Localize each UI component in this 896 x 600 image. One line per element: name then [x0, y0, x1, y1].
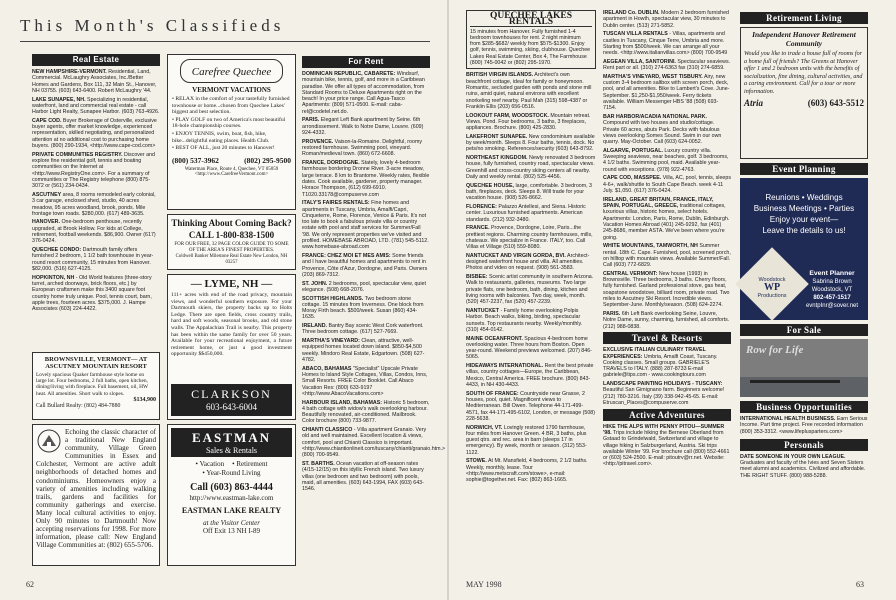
- listing-heading: IRELAND Co. DUBLIN.: [603, 10, 660, 16]
- classified-listing: [466, 308, 596, 333]
- for-rent-column: [302, 54, 446, 568]
- clarkson-phone: 603-643-6004: [206, 402, 257, 412]
- bullet-icon: •: [202, 469, 207, 477]
- classified-listing: [603, 311, 731, 330]
- eastman-phone: Call (603) 863-4444: [190, 482, 273, 493]
- listing-heading: ST. BARTHS.: [302, 461, 335, 467]
- carefree-address: Waterman Place, Route 4, Quechee, VT 05059: [184, 166, 279, 172]
- listing-heading: PARIS.: [302, 117, 320, 124]
- atria-logo: Atria: [744, 97, 764, 108]
- classified-listing: [466, 72, 596, 110]
- classified-listing: [603, 175, 731, 194]
- classified-listing: [466, 253, 596, 272]
- brownsville-body: Lovely spacious Quaker farmhouse style home on large lot. Four bedrooms, 2 full baths, open kitchen, dining/living with fireplace. Full basement, oil, HW heat. All amenities. Short walk to slopes.: [36, 372, 149, 397]
- clarkson-banner: [171, 384, 292, 416]
- classified-listing: [32, 247, 160, 272]
- classified-listing: [302, 366, 430, 397]
- listing-text: Windsurf, mountain bike, tennis, golf, and more in a Caribbean paradise. We offer all types of accommodation, from Standard Rooms to Deluxe Apartments right on the beach! In your price range. Call Agua-Tasco Apartments: (809) 571-0500. E-mail: caba-rel@codetel.net.do.: [302, 71, 425, 115]
- listing-text: Clean, attractive, well-equipped homes located down island. $850-$4,500 weekly. Mindoro Real Estate, Edgartown. (508) 627-4782.: [302, 338, 425, 363]
- listing-text: Luxury country villa. Sweeping seaviews, near beaches, golf. 3 bedrooms, 4 1/2 baths. Swimming pool, maid. Available year-round with exceptions. (978) 922-4763.: [603, 147, 729, 173]
- section-active-adventures: Active Adventures: [603, 409, 731, 421]
- listing-heading: FRANCE, DORDOGNE.: [302, 160, 360, 167]
- bullet-icon: •: [172, 130, 176, 137]
- listing-heading: ASCUTNEY: [32, 191, 62, 198]
- brownsville-title: BROWNSVILLE, VERMONT— AT ASCUTNEY MOUNTAIN RESORT: [44, 356, 148, 370]
- real-estate-list: [32, 69, 160, 312]
- village-logo-icon: [36, 428, 62, 458]
- listing-text: Mountain retreat. Views. Pond. Four bedrooms, 3 baths, 3 fireplaces, appliances. Brochure. (800) 425-2830.: [466, 112, 591, 132]
- listing-text: One-bedroom penthouse, recently upgraded, at Brook Hollow. For kids at College, retirement, football weekends. $86,900. Owner (617) 376-0424.: [32, 219, 156, 245]
- listing-heading: IRELAND.: [302, 323, 328, 330]
- event-line: Business Meetings • Parties: [753, 204, 855, 213]
- carefree-logo: [180, 59, 283, 83]
- eastman-ad: [167, 424, 296, 566]
- section-personals: Personals: [740, 439, 868, 451]
- listing-text: Trips include hiking the Bernese Oberland from Gstaad to Grindelwald, Switzerland and village to village hiking in Salzburgerland, Austria. Ski trips available Winter '99. For brochure call (800) 552-4661 or (603) 524-2500. E-mail: pitoutrv@rr.net. Website: <http://pitravel.com>.: [603, 430, 730, 468]
- listing-heading: PRIVATE COMMUNITIES REGISTRY.: [32, 151, 123, 158]
- classified-listing: [466, 204, 596, 223]
- listing-text: Dartmouth family offers furnished 2 bedroom, 1 1/2 bath townhouse in year-round resort community, 15 minutes from Hanover. $82,000. (516) 627-4125.: [32, 247, 154, 272]
- classified-listing: [466, 458, 596, 483]
- classified-listing: [32, 219, 160, 244]
- thinking-title: Thinking About Coming Back?: [171, 218, 292, 228]
- listing-heading: ST. JOHN.: [302, 280, 328, 287]
- section-retirement-living: Retirement Living: [740, 12, 868, 24]
- classified-listing: [603, 271, 731, 309]
- listing-text: Elegant Left Bank apartment by Seine. 6th arrondissement. Walk to Notre Dame, Louvre. (609) 924-4332.: [302, 117, 424, 137]
- classified-listing: [603, 114, 731, 145]
- clarkson-name: CLARKSON: [191, 387, 272, 401]
- classified-listing: [466, 363, 596, 388]
- listing-text: Bantry Bay scenic West Cork waterfront. Three bedroom cottage. (617) 527-7669.: [302, 323, 424, 336]
- carefree-bullet: [172, 131, 291, 144]
- carefree-bullet-text: BEST OF ALL, just 20 minutes to Hanover!: [175, 145, 275, 152]
- listing-heading: ITALY'S FAIRES RENTALS:: [302, 200, 370, 207]
- thinking-body: FOR OUR FREE, 32 PAGE COLOR GUIDE TO SOME OF THE AREA'S FINEST PROPERTIES.: [174, 242, 289, 253]
- eastman-loc-1: at the Visitor Center: [203, 519, 260, 527]
- retirement-phone: (603) 643-5512: [807, 97, 864, 108]
- listing-heading: ABACO, BAHAMAS: [302, 365, 352, 372]
- classified-listing: [603, 59, 731, 72]
- thinking-phone: CALL 1-800-838-1500: [188, 230, 275, 240]
- listing-text: Earn Serious Income. Part time project. Free recorded information (800) 353-3312. <www.lifeplusparters.com>: [740, 416, 868, 435]
- classified-listing: [302, 400, 430, 425]
- right-list-1: [466, 72, 596, 483]
- listing-text: - Villa apartment Granaio. Very old and well maintained. Excellent location & views, comfort, pool and Chianti Classico is important. <http://www.chiantionlineit.com/tuscany/chianti/granaio.htm.> (800) 700-9549.: [302, 427, 446, 459]
- listing-text: - Villas, apartments and castles in Tuscany, Cinque Terre, Umbria and more. Starting from $500/week. We can arrange all your needs. <http://www.italianvillas.com> (800) 700-9549: [603, 31, 728, 57]
- classified-listing: [32, 97, 160, 116]
- listing-heading: DOMINICAN REPUBLIC, CABARETE:: [302, 71, 396, 77]
- classified-listing: [302, 323, 430, 336]
- brownsville-contact: Call Bullard Realty: (802) 484-7880: [36, 402, 121, 409]
- listing-heading: MAINE OCEANFRONT.: [466, 335, 523, 342]
- classified-listing: [740, 416, 868, 435]
- eastman-banner: [171, 428, 292, 457]
- listing-heading: QUECHEE CONDO:: [32, 247, 82, 254]
- event-planner-label: Event Planner: [809, 270, 855, 277]
- listing-text: Historic 5 bedroom, 4 bath cottage with widow's walk overlooking harbour. Beautifully renovated, air-conditioned. Mailbrook. Color brochure (800) 733-9877.: [302, 399, 430, 425]
- brownsville-price: $134,900: [133, 396, 156, 403]
- listing-text: Architect-designed waterfront house and villa. All amenities. Photos and video on request. (908) 561-3583.: [466, 252, 590, 272]
- section-business-opportunities: Business Opportunities: [740, 401, 868, 413]
- eastman-items: [171, 460, 292, 478]
- carefree-web[interactable]: <http://www.CarefreeVermont.com>: [194, 171, 269, 177]
- carefree-bullets: [172, 96, 291, 152]
- listing-heading: AEGEAN VILLA, SANTORINI.: [603, 58, 676, 65]
- photo-caption: Row for Life: [746, 344, 804, 356]
- section-travel-resorts: Travel & Resorts: [603, 332, 731, 344]
- classified-listing: [302, 281, 430, 294]
- listing-text: New condominium available by week/month. Sleeps 8. Four baths, tennis, dock. No pets/no smoking. References/security (603) 643-8792.: [466, 133, 595, 153]
- eastman-web[interactable]: http://www.eastman-lake.com: [189, 494, 274, 502]
- eastman-item-text: Vacation: [199, 460, 225, 468]
- listing-heading: LOOKOUT FARM, WOODSTOCK.: [466, 112, 549, 119]
- bullet-icon: •: [172, 116, 176, 123]
- listing-heading: STOWE.: [466, 458, 487, 465]
- event-planner-name: Sabrina Brown: [812, 279, 852, 285]
- listing-text: Two bedroom stone cottage. 15 minutes from Inverness. One block from Moray Firth beach. $500/week. Susan (860) 434-1635.: [302, 295, 424, 321]
- listing-heading: NANTUCKET AND VIRGIN GORDA, BVI.: [466, 252, 566, 259]
- classified-listing: [302, 139, 430, 158]
- village-green-body: Echoing the classic character of a traditional New England community, Village Green Communities in Essex and Colchester, Vermont are active adult neighborhoods of detached homes and condominiums. Homeowners enjoy a variety of amenities including walking trails, gardens and facilities for community gatherings and exercise. Many local cultural activities to enjoy. Only 90 minutes to Dartmouth! Now accepting reservations for 1998. For more information, please call: New England Village Communities at: (802) 655-5706.: [36, 428, 156, 550]
- personals-list: [740, 454, 868, 479]
- carefree-phones: [172, 156, 291, 165]
- classified-listing: [32, 152, 160, 190]
- classified-listing: [32, 69, 160, 94]
- classified-listing: [302, 200, 430, 250]
- listing-text: Newly renovated 3 bedroom house, fully furnished, country road, spectacular views. Greenhill and cross-country skiing centers all nearby. Daily and weekly rental. (802) 525-4456.: [466, 155, 596, 180]
- listing-text: Spacious 4-bedroom home overlooking water. Three hours from Boston. Open year-round. Weekend previews welcomed. (207) 846-5065.: [466, 335, 592, 361]
- listing-heading: WHITE MOUNTAINS, TAMWORTH, NH: [603, 243, 698, 250]
- brownsville-ad: [32, 352, 160, 420]
- section-for-sale: For Sale: [740, 324, 868, 336]
- listing-text: Modern 2 bedroom furnished apartment in Howth, spectacular view, 30 minutes to Dublin center. (513) 271-5852.: [603, 10, 729, 29]
- classified-listing: [32, 118, 160, 149]
- header-rule: [20, 41, 430, 42]
- classified-listing: [603, 197, 731, 241]
- classified-listing: [302, 117, 430, 136]
- bullet-icon: •: [195, 460, 200, 468]
- retirement-ad: [740, 27, 868, 159]
- listing-text: At Mt. Mansfield, 4 bedrooms, 2 1/2 baths. Weekly, monthly, lease. Tour <http://www.metscraft.com/stowe>, e-mail: sophie@together.net. Fax: (802) 863-1665.: [466, 458, 588, 484]
- logo-bottom: Productions: [757, 293, 787, 299]
- listing-heading: FLORENCE:: [466, 203, 497, 210]
- eastman-item-text: Year-Round Living: [206, 469, 261, 477]
- listing-heading: LAKEFRONT SUNAPEE.: [466, 133, 528, 140]
- carefree-phone-2: (802) 295-9500: [244, 155, 291, 165]
- listing-text: "Specialist" Upscale Private Homes to Island Style Cottages, Villas, Condos, Inns, Small Resorts. FREE Color Booklet. Call Abaco Vacation Res: (800) 633-9197 <http://www.AbacoVacations.com>: [302, 365, 428, 397]
- classified-listing: [32, 275, 160, 313]
- listing-heading: BISBEE:: [466, 274, 488, 281]
- listing-heading: HIDEAWAYS INTERNATIONAL.: [466, 363, 544, 370]
- quechee-rentals-box: [466, 10, 596, 69]
- right-column-2: [603, 10, 731, 570]
- listing-heading: NORTHEAST KINGDOM.: [466, 155, 528, 162]
- bullet-icon: •: [172, 145, 176, 152]
- classified-listing: [302, 71, 430, 115]
- classified-listing: [466, 225, 596, 250]
- carefree-bullet-text: PLAY GOLF on two of America's most beautiful 18-hole championship courses.: [172, 116, 286, 130]
- section-real-estate: Real Estate: [32, 54, 160, 66]
- eastman-sub: Sales & Rentals: [205, 446, 258, 455]
- page-number-right: 63: [856, 580, 864, 589]
- classified-listing: [603, 347, 731, 378]
- listing-heading: CAPE COD.: [32, 117, 62, 124]
- listing-heading: NEW HAMPSHIRE-VERMONT.: [32, 69, 107, 75]
- listing-text: Airy, new custom 3-4 bedroom saltbox with screen porch, deck, pool, and all amenities. Bike to Lambert's Cove. June-September. $1,250-$1,950/week. Ferry tickets available. William Messenger HBS '88 (508) 693-7154.: [603, 73, 730, 112]
- listing-text: Lovingly restored 1790 farmhouse, four miles from Hanover Green. 4 BR, 3 baths, plus guest qtrs. and rec. area in barn (sleeps 17 in emergency). By week, month or season. (312) 553-1122.: [466, 424, 587, 456]
- listing-heading: IRELAND, GREAT BRITAIN, FRANCE, ITALY, SPAIN, PORTUGAL, GREECE,: [603, 196, 714, 210]
- classified-listing: [302, 296, 430, 321]
- coldwell-banker-ad: [167, 214, 296, 270]
- listing-text: traditional cottages, luxurious villas, historic homes, select hotels. Apartments: London, Paris, Rome, Dublin, Edinburgh. Vacation Homes Abroad (401) 245-9292, fax (401) 245-8686, member ASTA. We've been where you're going.: [603, 203, 730, 241]
- classified-listing: [603, 10, 731, 29]
- retirement-footer: [744, 97, 864, 108]
- page-title: This Month's Classifieds: [20, 16, 285, 35]
- quechee-title: QUECHEE LAKES RENTALS: [470, 13, 592, 27]
- listing-text: - Family home overlooking Polpis Harbor. Beach walks, biking, birding, spectacular sunsets. Top restaurants nearby. Weekly/monthly. (310) 454-0142.: [466, 307, 583, 333]
- page-number-left: 62: [26, 580, 34, 589]
- event-planner-email[interactable]: evntpInr@sover.net: [805, 303, 859, 309]
- classified-listing: [302, 461, 430, 492]
- listing-text: 6th Left Bank overlooking Seine, Louvre, Notre Dame, sunny, charming, furnished, all comforts. (212) 988-0838.: [603, 310, 730, 330]
- eastman-loc-2: Off Exit 13 NH I-89: [202, 527, 261, 535]
- listing-text: New house (1993) in Brownsville. Three bedrooms, 3 baths. Cherry floors, fully furnished. Garland professional stove, gas heat, soapstone woodstove, billiard room, private road. Two miles to Ascutney Ski Resort. Incredible views. September-June. Monthly/season. (508) 624-2274.: [603, 270, 730, 309]
- listing-text: Graduates and faculty of the Ivies and Seven Sisters meet alumni and academics. Civilized and affordable. THE RIGHT STUFF. (800) 988-5288.: [740, 460, 866, 479]
- listing-text: Summer rental. 18th C. Cape. Furnished, pool, screened porch, on hilltop with mountain views. Available Summer/Fall. Call (603) 772-6829.: [603, 243, 731, 269]
- travel-list: [603, 347, 731, 406]
- listing-text: Stately, lovely 4-bedroom farmhouse bordering Dronne River. 3-acre meadow, large terrace. 8 km to Brantome. Weekly rates, flexible dates. Cook available, gardener, property manager. Horace Thompson, (612) 699-6910. T1020.33178@compuserve.com: [302, 160, 430, 198]
- right-list-2: [603, 10, 731, 330]
- event-planning-ad: [740, 178, 868, 320]
- classified-listing: [603, 243, 731, 268]
- listing-heading: DATE SOMEONE IN YOUR OWN LEAGUE.: [740, 453, 846, 460]
- listing-heading: LANDSCAPE PAINTING HOLIDAYS - TUSCANY:: [603, 381, 723, 388]
- listing-heading: TUSCAN VILLA RENTALS: [603, 31, 668, 38]
- listing-heading: CENTRAL VERMONT:: [603, 270, 658, 277]
- classified-listing: [466, 274, 596, 305]
- listing-text: Villa, AC, pool, tennis, sleeps 4-6+, walk/shuttle to South Cape Beach. week 4-11 July. $1,050. (617) 376-0424.: [603, 175, 731, 195]
- eastman-item-text: Retirement: [236, 460, 268, 468]
- listing-heading: FRANCE.: [466, 225, 490, 232]
- classified-listing: [603, 74, 731, 112]
- classified-listing: [603, 381, 731, 406]
- listing-text: Buyer Brokerage of Osterville, exclusive buyer agents, offer market knowledge, experienced representation, skilled negotiating, and personalized attention at no additional cost to purchasing home buyers. (800) 290-1934, <http://www.cape-cod.com>: [32, 117, 157, 150]
- listing-heading: FRANCE: CHEZ MOI ET MES AMIS:: [302, 252, 391, 259]
- listing-heading: HIKE THE ALPS WITH PENNY PITOU—SUMMER '98.: [603, 423, 725, 436]
- listing-text: Rent the best private villas, country cottages—Europe, the Caribbean, Mexico, Central America. FREE brochure. (800) 843-4433, in NH 430-4433.: [466, 363, 594, 389]
- listing-heading: INTERNATIONAL HEALTH BUSINESS.: [740, 416, 836, 422]
- listing-text: Architect's own beachfront cottage, ideal for family or honeymoon. Romantic, secluded garden with ponds and stone mill ruins, amid quiet, natural environs with excellent snorkeling reef nearby. Paul Mah (315) 598-4387 or Franklin Ellis (203) 656-0516.: [466, 72, 592, 110]
- adventure-list: [603, 424, 731, 468]
- listing-text: Countryside near Grasse, 2 houses, pool, quiet. Magnificent views to Mediterranean. Bill Owen. Telephone 44-171-499-4571, fax 44-171-495-6102, London, or message (508) 228-5638.: [466, 390, 595, 422]
- listing-text: Discover and explore fine residential golf, tennis and boating communities on the Internet at <http://www.RegistryOne.com>. For a summary of communities or The Registry telephone (800) 875-3072 or (561) 234-0434.: [32, 151, 155, 190]
- listing-text: large, comfortable. 3 bedroom, 3 bath, fireplaces, deck. Sleeps 8. Will trade for your vacation house. (908) 526-8662.: [466, 182, 593, 202]
- carefree-brand: Carefree Quechee: [191, 66, 272, 78]
- carefree-sub: VERMONT VACATIONS: [192, 86, 271, 94]
- event-line: Leave the details to us!: [762, 226, 846, 235]
- retirement-body: Would you like to trade a house full of rooms for a home full of friends? The Greens at Hanover offer 1 and 2 bedroom units with the benefits of socialization, fine dining, cultural activities, and a caring environment. Call for a tour or more information.: [744, 51, 863, 95]
- listing-heading: MARTHA'S VINEYARD, WEST TISBURY.: [603, 73, 703, 80]
- classified-listing: [302, 427, 446, 459]
- listing-text: Ocean vacation at off-season rates (4/15-12/15) on this idyllic French island. Two luxury villas (one bedroom and two bedroom) with pools, maid, all amenities. (603) 643-1994, FAX (603) 643-1546.: [302, 461, 424, 493]
- carefree-bullet-text: ENJOY TENNIS, swim, boat, fish, hike, bike...delightful eating places. Health Club.: [172, 130, 270, 144]
- event-lines: [744, 192, 864, 236]
- for-rent-list: [302, 71, 446, 493]
- classified-listing: [302, 338, 430, 363]
- retirement-title: Independent Hanover Retirement Community: [752, 30, 856, 48]
- listing-text: Specializing in residential, waterfront, land and commercial real estate - call Harbor Light Realty, Sunapee Harbor. (603) 763-4926.: [32, 96, 160, 116]
- listing-heading: SCOTTISH HIGHLANDS.: [302, 295, 364, 302]
- classified-listing: [466, 336, 596, 361]
- classified-listing: [466, 425, 596, 456]
- listing-text: Spectacular seaviews. Rent part or all. (310) 274-6363 fax (310) 274-6859.: [603, 58, 731, 72]
- listing-heading: CAPE COD, MASSPEE.: [603, 175, 662, 182]
- issue-date: MAY 1998: [466, 580, 502, 589]
- listing-heading: LAKE SUNAPEE, NH.: [32, 96, 86, 103]
- event-planner-town: Woodstock, VT: [811, 287, 853, 293]
- listing-text: Umbria, Amalfi Coast, Tuscany. Cooking classes. Small groups. GABRIELE'S TRAVELS to ITALY. (888) 287-8733 E-mail gabriele@tips.com - www.cookingtours.com: [603, 353, 718, 379]
- carefree-bullet: [172, 117, 291, 130]
- classified-listing: [302, 160, 430, 198]
- for-sale-photo: [740, 339, 868, 397]
- bullet-icon: •: [172, 96, 176, 102]
- listing-text: Fine homes and apartments in Tuscany, Umbria, Amalfi/Capri, Cinqueterre, Rome, Florence, Venice & Paris. It's not too late to book a fabulous private villa or country estate with pool and staff services for Summer/Fall '98. We only represent properties we've visited and profiled. HOMEBASE ABROAD, LTD. (781) 545-5112. www.homebase-abroad.com: [302, 200, 429, 251]
- listing-heading: PROVENCE.: [302, 138, 334, 145]
- quechee-body: 15 minutes from Hanover. Fully furnished 1-4 bedroom townhouses for rent. 2 night minimum from $285-$682/ weekly from $575-$1300. Enjoy golf, tennis, swimming, skiing, clubhouse. Quechee Lakes Real Estate Center, Box 4, The Farmhouse (800) 745-0042 or (802) 295-1970.: [470, 28, 591, 67]
- listing-heading: HANOVER.: [32, 219, 60, 226]
- section-for-rent: For Rent: [302, 56, 430, 68]
- eastman-item: [232, 460, 267, 469]
- carefree-bullet: [172, 145, 291, 152]
- listing-text: Some friends and I have beautiful homes and apartments to rent in Provence, Côte d'Azur, Dordogne, and Paris. Owners (203) 869-7312.: [302, 252, 428, 278]
- listing-heading: PARIS.: [603, 310, 621, 317]
- listing-heading: EXCLUSIVE ITALIAN CULINARY TRAVEL EXPERIENCES:: [603, 347, 706, 360]
- carefree-bullet: [172, 96, 291, 116]
- classified-listing: [466, 155, 596, 180]
- listing-text: Provence, Dordogne, Loire, Paris...the prettiest regions. Charming country farmhouses, mills, chateaux. We specialize in France. ITALY, too. Call Villas et Village (510) 559-8080.: [466, 225, 593, 251]
- listing-text: Beautiful San Gimignano farm. Beginners welcome! (212) 780-3216. Italy (39) 338-942-45-65. E-mail: Etruscan_Places@compuserve.com: [603, 387, 725, 407]
- classified-listing: [302, 253, 430, 278]
- listing-text: 2 bedrooms, pool, spectacular view, quiet elegance. (508) 668-2076.: [302, 280, 426, 293]
- carefree-phone-1: (800) 537-3962: [172, 155, 219, 165]
- listing-text: area, 8 rooms remodeled early colonial, 3 car garage, enclosed shed, studio, 40 acres meadow, 95 acres woodland, brook, ponds. Mile frontage town roads. $280,000. (617) 489-3635.: [32, 191, 156, 217]
- listing-text: - Old World features (three-story turret, arched doorways, brick floors, etc.) by European craftsmen make this 3400 square foot country home truly unique. Pool, tennis court, barn, apple trees, fourteen acres. $375,000. J. Hampe Associates (603) 224-4422.: [32, 274, 152, 313]
- eastman-item: [196, 460, 225, 469]
- right-column-3: [740, 10, 868, 570]
- classified-listing: [603, 148, 731, 173]
- gutter: [447, 0, 449, 600]
- listing-text: Vaison-la-Romaine. Delightful, roomy restored farmhouse. Swimming pool, vineyard. Roman/medieval town. (860) 672-6608.: [302, 138, 423, 158]
- event-line: Reunions • Weddings: [765, 193, 843, 202]
- section-event-planning: Event Planning: [740, 163, 868, 175]
- listing-heading: QUECHEE HOUSE,: [466, 182, 514, 189]
- bullet-icon: •: [232, 460, 237, 468]
- event-contact: [802, 270, 862, 310]
- event-line: Enjoy your event—: [769, 215, 839, 224]
- logo-top: Woodstock: [758, 277, 786, 283]
- thinking-firm: Coldwell Banker Milestone Real Estate New London, NH 03257: [175, 254, 288, 265]
- lyme-title: — LYME, NH —: [190, 278, 273, 290]
- listing-text: Compound with two houses and studio/cottage. Private 60 acres, abuts Park. Decks with fabulous views overlooking Somes Sound. Swim in our own quarry. May-October. Call (603) 624-0052.: [603, 120, 722, 146]
- business-list: [740, 416, 868, 435]
- lyme-clarkson-ad: [167, 274, 296, 420]
- right-column-1: [466, 10, 596, 570]
- listing-text: Palazzo Antellesi, and Siena. Historic center. Luxurious furnished apartments. American standards. (212) 932-3480.: [466, 203, 586, 223]
- classified-listing: [466, 134, 596, 153]
- listing-heading: HARBOUR ISLAND, BAHAMAS:: [302, 399, 383, 406]
- eastman-name: EASTMAN: [191, 430, 271, 445]
- eastman-company: EASTMAN LAKE REALTY: [181, 506, 282, 515]
- listing-text: Residential, Land, Commercial. McLaughry Associates, Inc./Better Homes and Gardens, Box 111, 32 Main St., Hanover, NH 03755. (603) 643-6400. Robert McLaughry '44.: [32, 69, 157, 94]
- carefree-bullet-text: RELAX in the comfort of your tastefully furnished townhouse or home...chosen from Quechee Lakes' biggest and best selection.: [172, 96, 290, 116]
- listing-heading: ALGARVE, PORTUGAL.: [603, 147, 663, 154]
- lyme-body: 111+ acres with end of the road privacy, mountain views, and wonderful southern exposure. For your Dartmouth skiers, the property backs up to Holts Ledge. There are open fields, cross country trails, hard and soft woods, seasonal brooks, and old stone walls. The Appalachian Trail is nearby. This property has been within the same family for over 50 years. Available for your recreational enjoyment, a future retirement home, or just a good investment opportunity $$450,000.: [171, 292, 292, 358]
- classified-listing: [466, 391, 596, 422]
- woodstock-logo-text: [746, 276, 798, 300]
- listing-heading: BAR HARBOR/ACADIA NATIONAL PARK.: [603, 114, 707, 121]
- listing-heading: HOPKINTON, NH: [32, 274, 75, 281]
- listing-heading: MARTHA'S VINEYARD:: [302, 338, 360, 345]
- village-green-ad: [32, 424, 160, 566]
- classified-listing: [466, 183, 596, 202]
- carefree-quechee-ad: [167, 54, 296, 210]
- classified-listing: [32, 192, 160, 217]
- classified-listing: [740, 454, 868, 479]
- listing-heading: SOUTH OF FRANCE:: [466, 390, 519, 397]
- listing-heading: NORWICH, VT.: [466, 424, 503, 431]
- classified-listing: [603, 31, 731, 56]
- listing-heading: BRITISH VIRGIN ISLANDS.: [466, 72, 534, 79]
- listing-heading: NANTUCKET: [466, 307, 499, 314]
- real-estate-column: [32, 52, 160, 348]
- listing-text: Scenic artist community in southern Arizona. Walk to restaurants, galleries, museums. Two large private flats, one bedroom, bath, dining, kitchen and living rooms with balconies. Two day, week, month. (520) 457-2237, fax (520) 457-2239.: [466, 274, 594, 306]
- eastman-item: [202, 469, 260, 478]
- event-planner-phone: 802-457-1517: [813, 295, 851, 301]
- photo-boat: [750, 380, 840, 383]
- listing-heading: CHIANTI CLASSICO: [302, 427, 353, 434]
- logo-mid: WP: [763, 282, 781, 293]
- classified-listing: [466, 113, 596, 132]
- classified-listing: [603, 424, 731, 468]
